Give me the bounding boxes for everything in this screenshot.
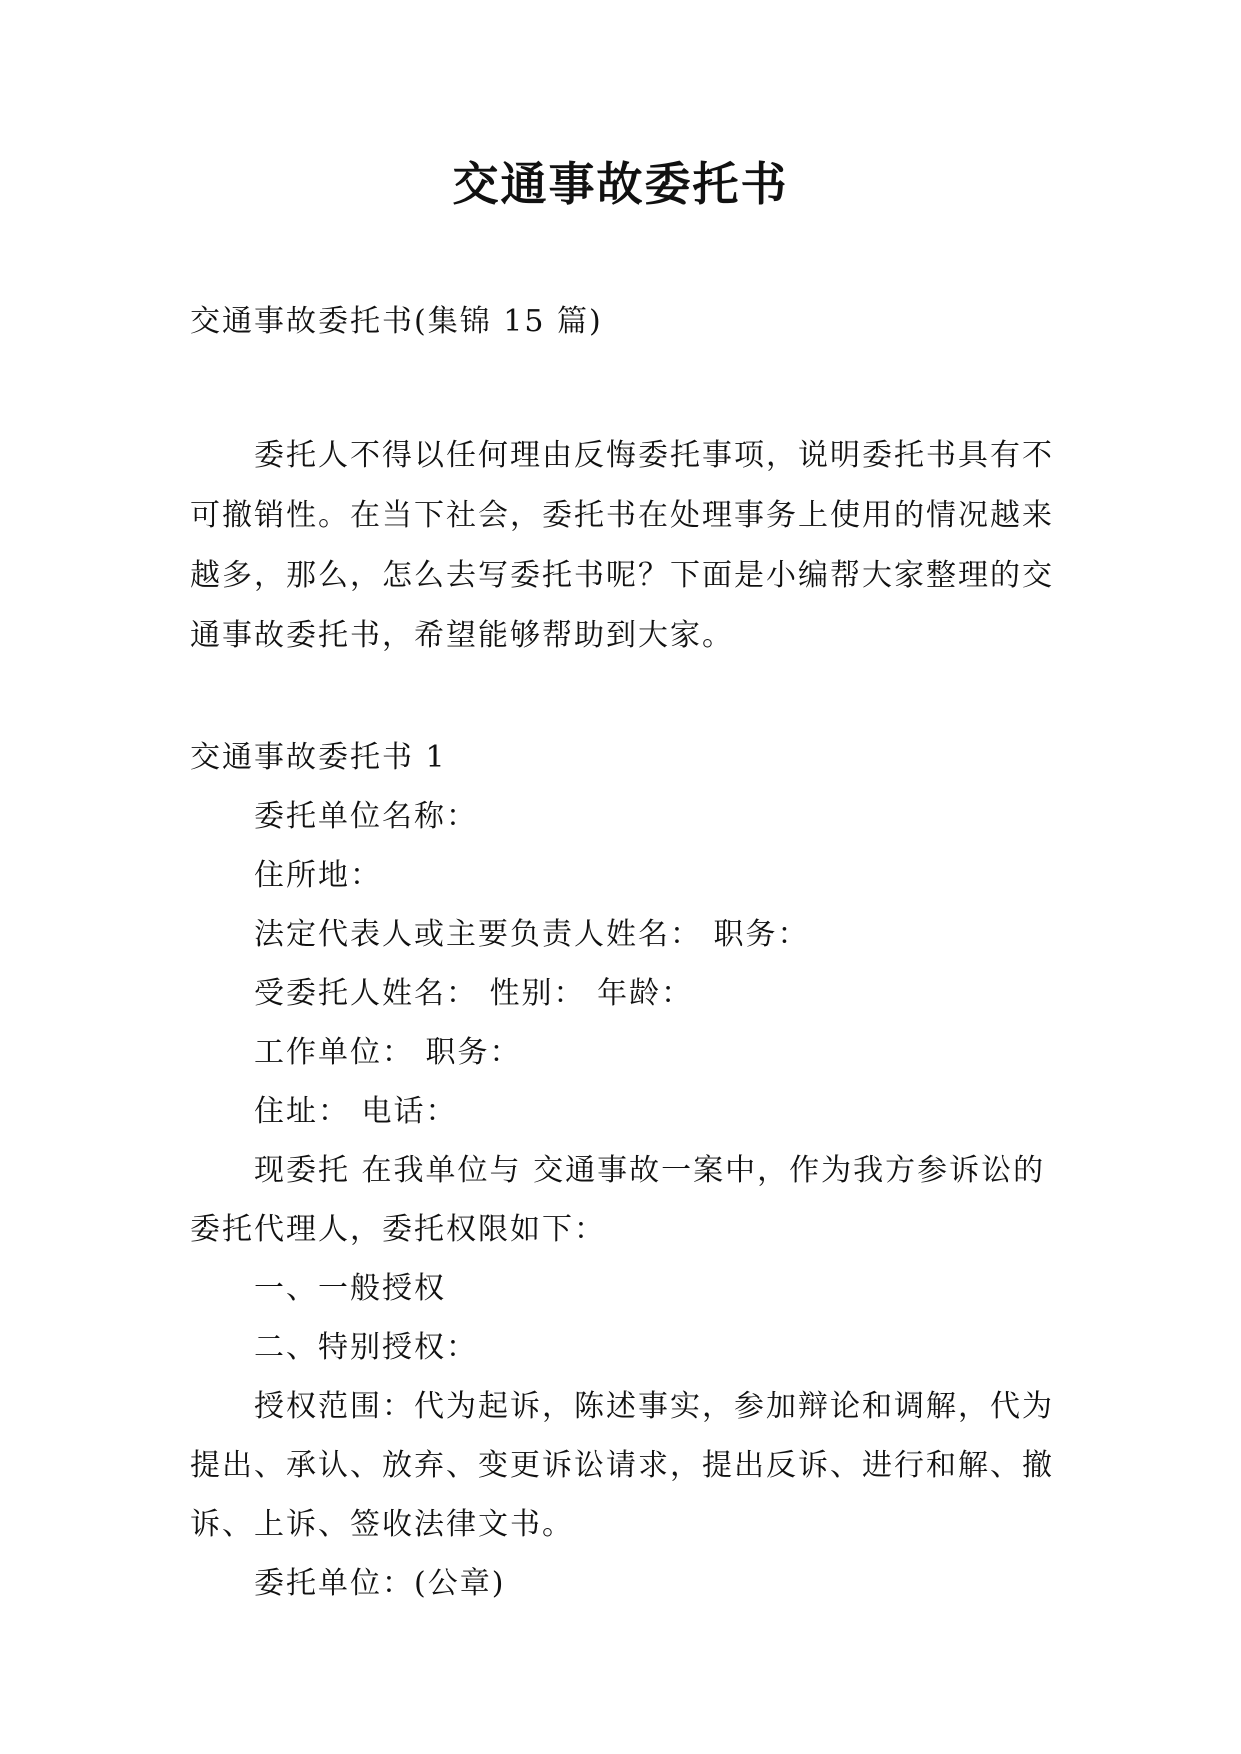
- document-subtitle: 交通事故委托书(集锦 15 篇): [190, 304, 603, 339]
- field-legal-representative: 法定代表人或主要负责人姓名： 职务：: [254, 917, 810, 952]
- entrusting-unit-seal: 委托单位：(公章): [254, 1566, 506, 1601]
- section-title: 交通事故委托书 1: [190, 740, 447, 775]
- field-entrusting-unit-name: 委托单位名称：: [254, 799, 478, 834]
- field-agent-info: 受委托人姓名： 性别： 年龄：: [254, 976, 694, 1011]
- document-title: 交通事故委托书: [452, 157, 789, 211]
- authorization-scope: 授权范围：代为起诉，陈述事实，参加辩论和调解，代为提出、承认、放弃、变更诉讼请求，提出反诉、进行和解、撤诉、上诉、签收法律文书。: [190, 1389, 1054, 1542]
- entrustment-statement: 现委托 在我单位与 交通事故一案中，作为我方参诉讼的委托代理人，委托权限如下：: [190, 1153, 1046, 1247]
- general-authorization: 一、一般授权: [254, 1271, 446, 1306]
- field-work-unit: 工作单位： 职务：: [254, 1035, 522, 1070]
- intro-paragraph: 委托人不得以任何理由反悔委托事项，说明委托书具有不可撤销性。在当下社会，委托书在处理事务上使用的情况越来越多，那么，怎么去写委托书呢？下面是小编帮大家整理的交通事故委托书，希望能够帮助到大家。: [190, 438, 1054, 653]
- document-body: [190, 292, 1060, 1613]
- special-authorization: 二、特别授权：: [254, 1330, 478, 1365]
- field-address-phone: 住址： 电话：: [254, 1094, 458, 1129]
- field-domicile: 住所地：: [254, 858, 382, 893]
